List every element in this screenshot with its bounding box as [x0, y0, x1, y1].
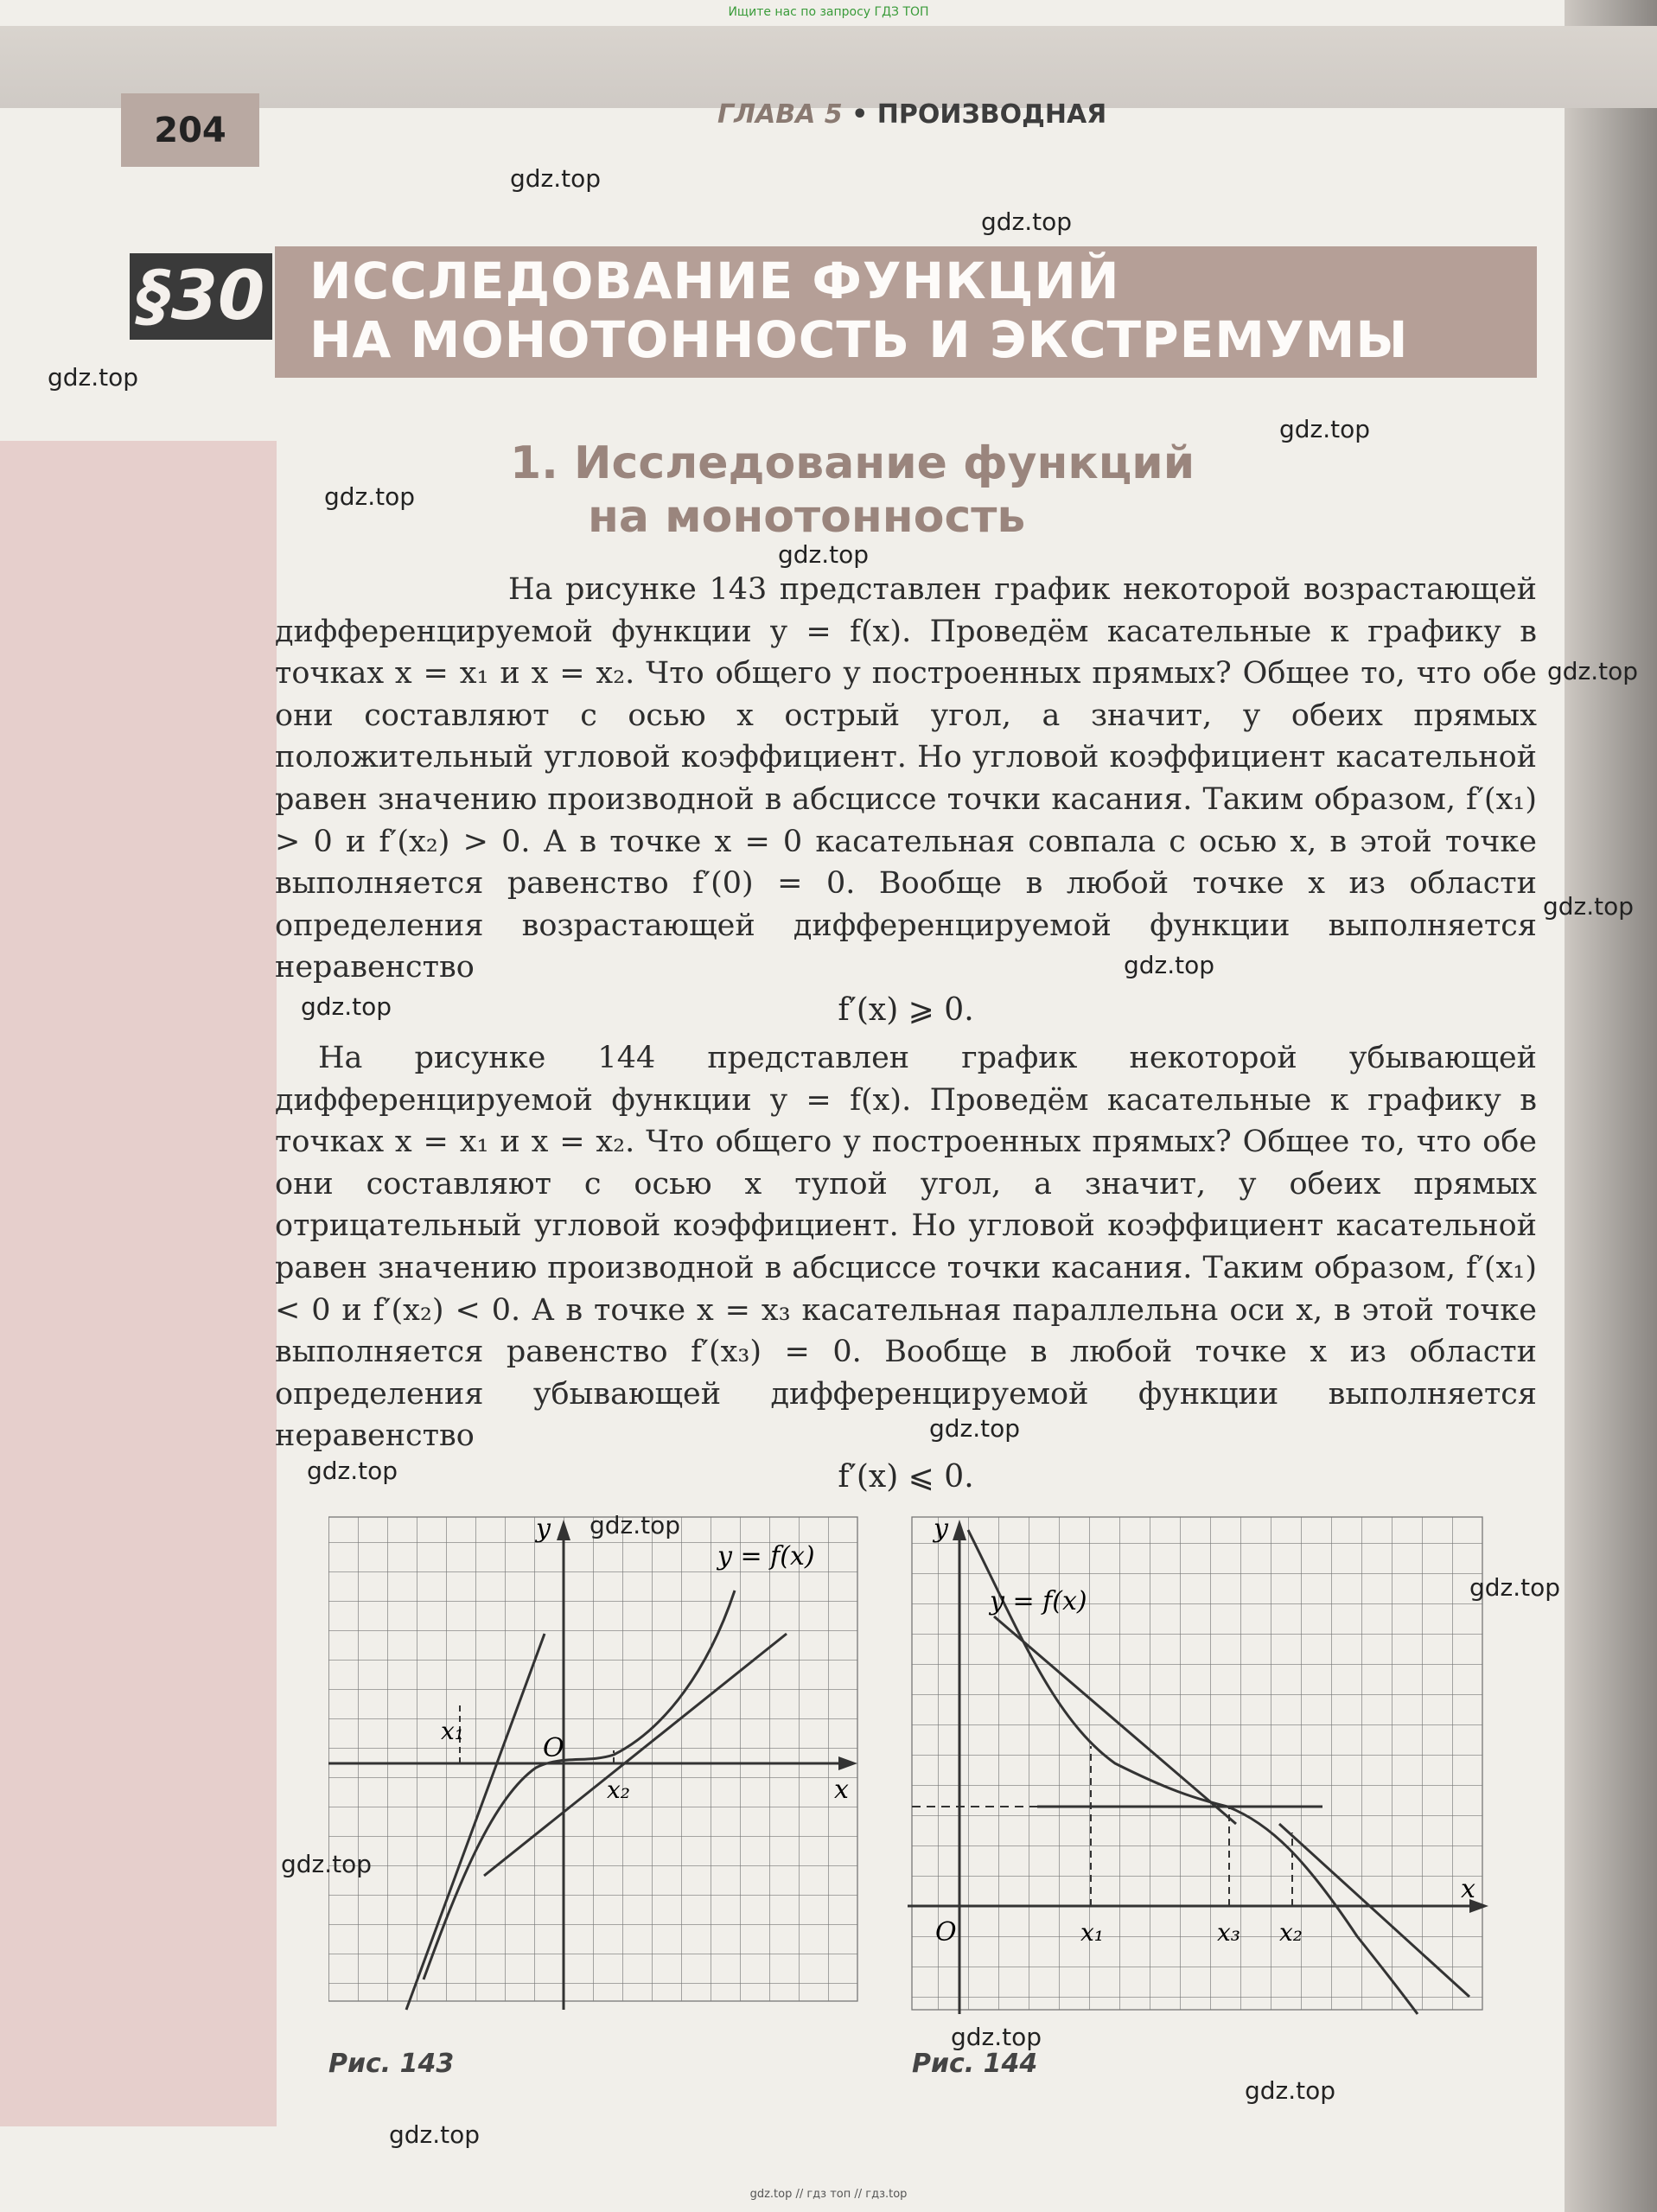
origin-label-143: O — [543, 1733, 564, 1763]
watermark: gdz.top — [1469, 1573, 1561, 1602]
figure-144-caption: Рис. 144 — [912, 2049, 1038, 2079]
watermark: gdz.top — [1543, 892, 1635, 921]
watermark: gdz.top — [929, 1414, 1021, 1443]
section-number: §30 — [130, 253, 272, 340]
function-label-144: y = f(x) — [990, 1586, 1087, 1616]
x1-label-143: x₁ — [441, 1717, 465, 1745]
bottom-note: gdz.top // гдз топ // гдз.top — [749, 2188, 908, 2201]
x-label-144: x — [1461, 1874, 1475, 1904]
watermark: gdz.top — [324, 482, 416, 511]
figure-144 — [908, 1513, 1504, 2023]
paragraph-2: На рисунке 144 представлен график некоторой убывающей дифференцируемой функции y = f(x). Проведём касательные к графику в точках x = x₁ и x = x₂. Что общего у построенных прямых? Общее то, что обе они составляют с осью x тупой угол, а значит, у обеих прямых отрицательный угловой коэффициент. Но угловой коэффициент касательной равен значению производной в абсциссе точки касания. Таким образом, f′(x₁) < 0 и f′(x₂) < 0. А в точке x = x₃ касательная параллельна оси x, в этой точке выполняется равенство f′(x₃) = 0. Вообще в любой точке x из области определения убывающей дифференцируемой функции выполняется неравенство — [275, 1041, 1537, 1454]
watermark: gdz.top — [951, 2023, 1042, 2051]
chapter-bullet: • — [851, 99, 869, 130]
section-title-line1: ИССЛЕДОВАНИЕ ФУНКЦИЙ — [309, 252, 1120, 310]
paragraph-1: На рисунке 143 представлен график некоторой возрастающей дифференцируемой функции y = f(x). Проведём касательные к графику в точках x = x₁ и x = x₂. Что общего у построенных прямых? Общее то, что обе они составляют с осью x острый угол, а значит, у обеих прямых положительный угловой коэффициент. Но угловой коэффициент касательной равен значению производной в абсциссе точки касания. Таким образом, f′(x₁) > 0 и f′(x₂) > 0. А в точке x = 0 касательная совпала с осью x, в этой точке выполняется равенство f′(0) = 0. Вообще в любой точке x из области определения возрастающей дифференцируемой функции выполняется неравенство — [275, 572, 1537, 985]
chapter-heading — [717, 99, 1106, 130]
watermark: gdz.top — [389, 2120, 481, 2149]
section-title — [275, 246, 1537, 378]
watermark: gdz.top — [1124, 951, 1215, 979]
watermark: gdz.top — [281, 1850, 373, 1878]
margin-band — [0, 441, 277, 2126]
figure-143 — [328, 1513, 873, 2014]
formula-1: f′(x) ⩾ 0. — [838, 992, 974, 1028]
x-label-143: x — [834, 1775, 849, 1805]
x3-label-144: x₃ — [1217, 1918, 1241, 1947]
page-number: 204 — [121, 93, 259, 167]
watermark: gdz.top — [1547, 657, 1639, 685]
watermark: gdz.top — [1245, 2076, 1336, 2105]
top-note: Ищите нас по запросу ГДЗ ТОП — [728, 5, 929, 19]
watermark: gdz.top — [981, 207, 1073, 236]
page-edge-shadow — [1565, 0, 1657, 2212]
chapter-label: ГЛАВА 5 — [717, 99, 843, 130]
section-title-line2: НА МОНОТОННОСТЬ И ЭКСТРЕМУМЫ — [309, 310, 1409, 369]
watermark: gdz.top — [590, 1511, 681, 1539]
formula-2: f′(x) ⩽ 0. — [838, 1459, 974, 1495]
chapter-title: ПРОИЗВОДНАЯ — [876, 99, 1107, 130]
y-label-144: y — [934, 1514, 948, 1544]
subsection-title-line2: на монотонность — [588, 491, 1026, 543]
figure-143-caption: Рис. 143 — [328, 2049, 455, 2079]
subsection-title-line1: 1. Исследование функций — [510, 437, 1195, 489]
origin-label-144: O — [935, 1917, 957, 1947]
x1-label-144: x₁ — [1080, 1918, 1105, 1947]
watermark: gdz.top — [1279, 415, 1371, 443]
x2-label-143: x₂ — [607, 1775, 631, 1804]
watermark: gdz.top — [301, 992, 392, 1021]
watermark: gdz.top — [778, 540, 870, 569]
watermark: gdz.top — [48, 363, 139, 392]
subsection-title — [510, 437, 1374, 544]
watermark: gdz.top — [510, 164, 602, 193]
watermark: gdz.top — [307, 1457, 398, 1485]
y-label-143: y — [536, 1514, 551, 1544]
function-label-143: y = f(x) — [717, 1541, 815, 1571]
x2-label-144: x₂ — [1279, 1918, 1303, 1947]
